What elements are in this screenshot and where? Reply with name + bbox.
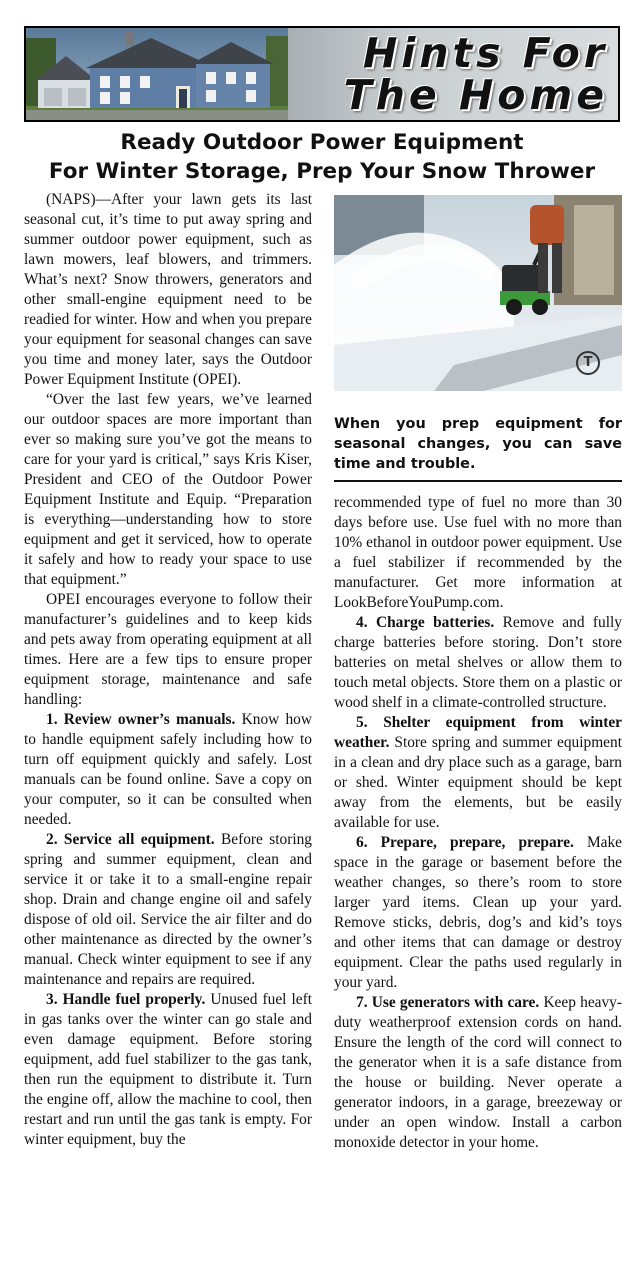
tip-5-heading: 5. Shelter equipment from winter weather.	[334, 714, 622, 751]
tip-5	[334, 713, 622, 833]
photo-caption: When you prep equipment for seasonal changes, you can save time and trouble.	[334, 416, 622, 472]
tip-3-continued: recommended type of fuel no more than 30 days before use. Use fuel with no more than 10% ethanol in outdoor power equipment. Use a fuel stabilizer if recommended by the manufacturer. Get more information at LookBeforeYouPump.com.	[334, 494, 622, 611]
column-title	[343, 29, 608, 119]
caption-divider	[334, 480, 622, 482]
paragraph-intro: (NAPS)—After your lawn gets its last seasonal cut, it’s time to put away spring and summer outdoor power equipment, such as lawn mowers, leaf blowers, and trimmers. What’s next? Snow throwers, generators and other small-engine equipment need to be readied for winter. How and when you prepare your equipment for seasonal changes can save you time and money later, says the Outdoor Power Equipment Institute (OPEI).	[24, 191, 312, 388]
tip-1-body: Know how to handle equipment safely including how to turn off equipment quickly and safely. Lost manuals can be found online. Save a copy on your computer, so it can be consulted when needed.	[24, 711, 312, 828]
tip-4-body: Remove and fully charge batteries before storing. Don’t store batteries on metal shelves or allow them to touch metal objects. Store them on a plastic or wood shelf in a climate-controlled structure.	[334, 614, 623, 711]
house-illustration	[26, 28, 296, 120]
tip-6-body: Make space in the garage or basement before the weather changes, so there’s room to store larger yard items. Clean up your yard. Remove sticks, debris, dog’s and kid’s toys and other items that can damage or destroy equipment. Clear the paths used regularly in your yard.	[334, 834, 623, 991]
column-title-line1: Hints For	[362, 29, 608, 77]
tip-6	[334, 833, 622, 993]
snow-thrower-photo	[334, 195, 622, 391]
tip-3	[24, 990, 312, 1150]
tip-4-heading: 4. Charge batteries.	[356, 614, 495, 631]
tip-5-body: Store spring and summer equipment in a clean and dry place such as a garage, barn or shed. Winter equipment should be kept away from the elements, but be easily available for use.	[334, 734, 622, 831]
tip-7	[334, 993, 622, 1153]
tip-3-heading: 3. Handle fuel properly.	[46, 991, 206, 1008]
paragraph-quote: “Over the last few years, we’ve learned our outdoor spaces are more important than ever so making sure you’ve got the means to care for your yard is critical,” says Kris Kiser, President and CEO of the Outdoor Power Equipment Institute and Equip. “Preparation is everything—understanding how to store equipment and get it serviced, how to operate it safely and how to ready your space to use that equipment.”	[24, 391, 312, 588]
headline-line1: Ready Outdoor Power Equipment	[120, 130, 524, 155]
tip-2-heading: 2. Service all equipment.	[46, 831, 215, 848]
article-headline	[24, 128, 620, 186]
article-column-left	[24, 190, 312, 1150]
tip-3-body-left: Unused fuel left in gas tanks over the winter can go stale and even damage equipment. Before storing equipment, add fuel stabilizer to the gas tank, then run the equipment to distribute it. Turn the engine off, allow the machine to cool, then restart and run until the gas tank is empty. For winter equipment, buy the	[24, 991, 312, 1148]
headline-line2: For Winter Storage, Prep Your Snow Thrower	[48, 159, 596, 184]
column-banner	[24, 26, 620, 122]
tip-1	[24, 710, 312, 830]
tip-6-heading: 6. Prepare, prepare, prepare.	[356, 834, 574, 851]
photo-watermark-logo: T	[576, 351, 600, 375]
column-title-line2: The Home	[343, 71, 608, 119]
tip-2-body: Before storing spring and summer equipment, clean and service it or take it to a small-engine repair shop. Drain and change engine oil and safely dispose of old oil. Service the air filter and do other maintenance as directed by the owner’s manual. Check winter equipment to see if any maintenance and repairs are required.	[24, 831, 312, 988]
article-column-right	[334, 493, 622, 1153]
tip-4	[334, 613, 622, 713]
paragraph-encourage: OPEI encourages everyone to follow their manufacturer’s guidelines and to keep kids and pets away from operating equipment at all times. Here are a few tips to ensure proper equipment storage, maintenance and safe handling:	[24, 591, 312, 708]
tip-7-body: Keep heavy-duty weatherproof extension cords on hand. Ensure the length of the cord will connect to the generator when it is a safe distance from the house or building. Never operate a generator indoors, in a garage, breezeway or under an open window. Install a carbon monoxide detector in your home.	[334, 994, 622, 1151]
tip-2	[24, 830, 312, 990]
tip-7-heading: 7. Use generators with care.	[356, 994, 540, 1011]
tip-1-heading: 1. Review owner’s manuals.	[46, 711, 236, 728]
